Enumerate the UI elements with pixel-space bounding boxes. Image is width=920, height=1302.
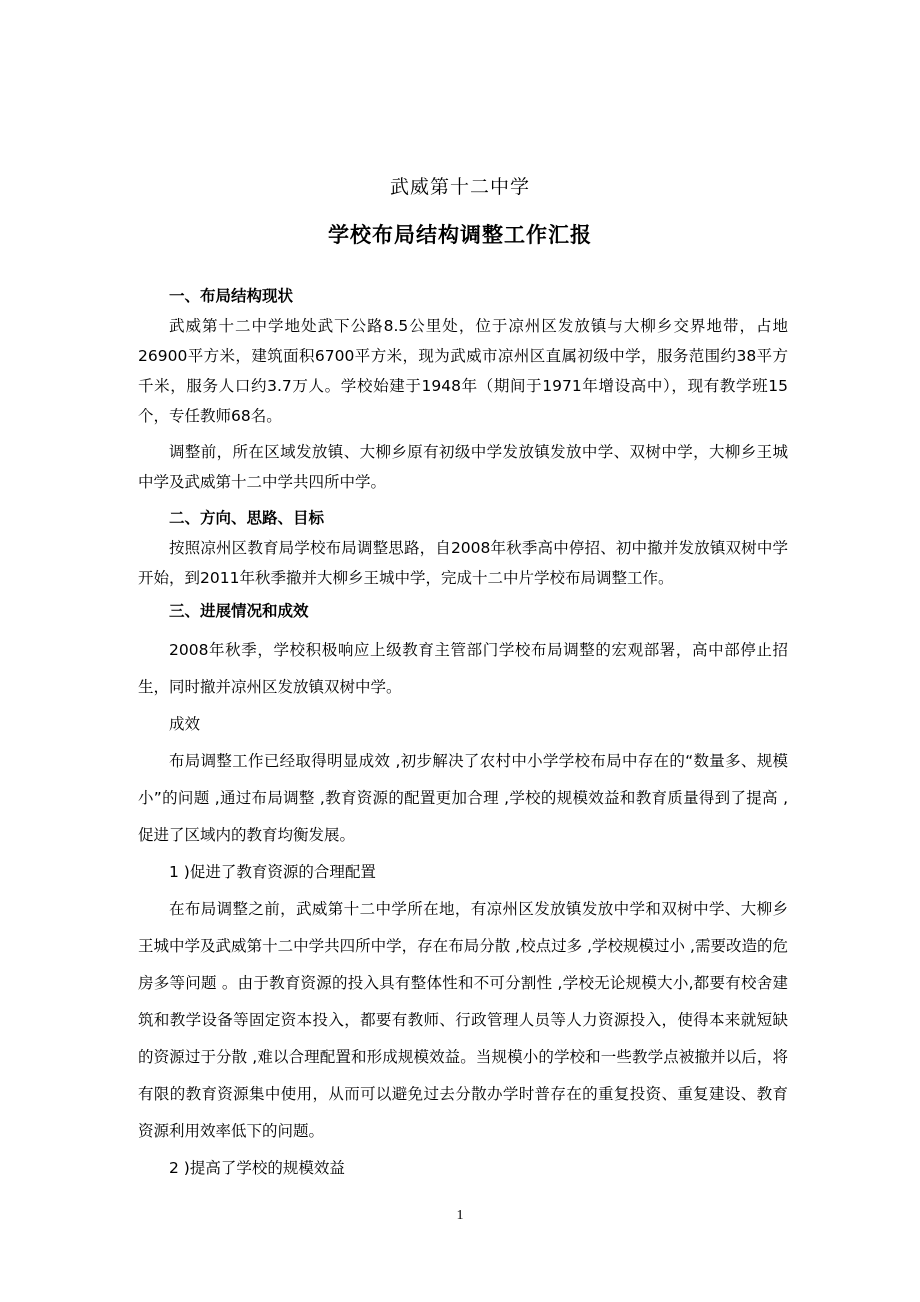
paragraph: 调整前，所在区域发放镇、大柳乡原有初级中学发放镇发放中学、双树中学，大柳乡王城中学及武威第十二中学共四所中学。 [138, 443, 788, 491]
paragraph: 2008年秋季，学校积极响应上级教育主管部门学校布局调整的宏观部署，高中部停止招生，同时撤并凉州区发放镇双树中学。 [138, 641, 788, 696]
subheading-results: 成效 [169, 715, 201, 733]
report-title: 学校布局结构调整工作汇报 [328, 223, 592, 247]
section-heading-3: 三、进展情况和成效 [169, 602, 309, 620]
paragraph: 武威第十二中学地处武下公路8.5公里处，位于凉州区发放镇与大柳乡交界地带，占地26900平方米，建筑面积6700平方米，现为武威市凉州区直属初级中学，服务范围约38平方千米，服务人口约3.7万人。学校始建于1948年（期间于1971年增设高中），现有教学班15个，专任教师68名。 [138, 317, 788, 425]
school-name: 武威第十二中学 [389, 176, 530, 198]
subheading-2: 2 )提高了学校的规模效益 [169, 1159, 345, 1177]
page-number: 1 [456, 1208, 464, 1223]
section-heading-2: 二、方向、思路、目标 [169, 509, 325, 527]
document-body [138, 281, 788, 1187]
subheading-1: 1 )促进了教育资源的合理配置 [169, 863, 376, 881]
section-3-content [138, 632, 788, 1187]
paragraph: 布局调整工作已经取得明显成效 ,初步解决了农村中小学学校布局中存在的“数量多、规模小”的问题 ,通过布局调整 ,教育资源的配置更加合理 ,学校的规模效益和教育质量得到了提高 ,促进了区域内的教育均衡发展。 [138, 752, 788, 844]
paragraph: 按照凉州区教育局学校布局调整思路，自2008年秋季高中停招、初中撤并发放镇双树中学开始，到2011年秋季撤并大柳乡王城中学，完成十二中片学校布局调整工作。 [138, 539, 788, 587]
section-heading-1: 一、布局结构现状 [169, 287, 294, 305]
paragraph: 在布局调整之前，武威第十二中学所在地，有凉州区发放镇发放中学和双树中学、大柳乡王城中学及武威第十二中学共四所中学，存在布局分散 ,校点过多 ,学校规模过小 ,需要改造的危房多等问题 。由于教育资源的投入具有整体性和不可分割性 ,学校无论规模大小,都要有校舍建筑和教学设备等固定资本投入，都要有教师、行政管理人员等人力资源投入，使得本来就短缺的资源过于分散 ,难以合理配置和形成规模效益。当规模小的学校和一些教学点被撤并以后，将有限的教育资源集中使用，从而可以避免过去分散办学时普存在的重复投资、重复建设、教育资源利用效率低下的问题。 [138, 900, 788, 1140]
